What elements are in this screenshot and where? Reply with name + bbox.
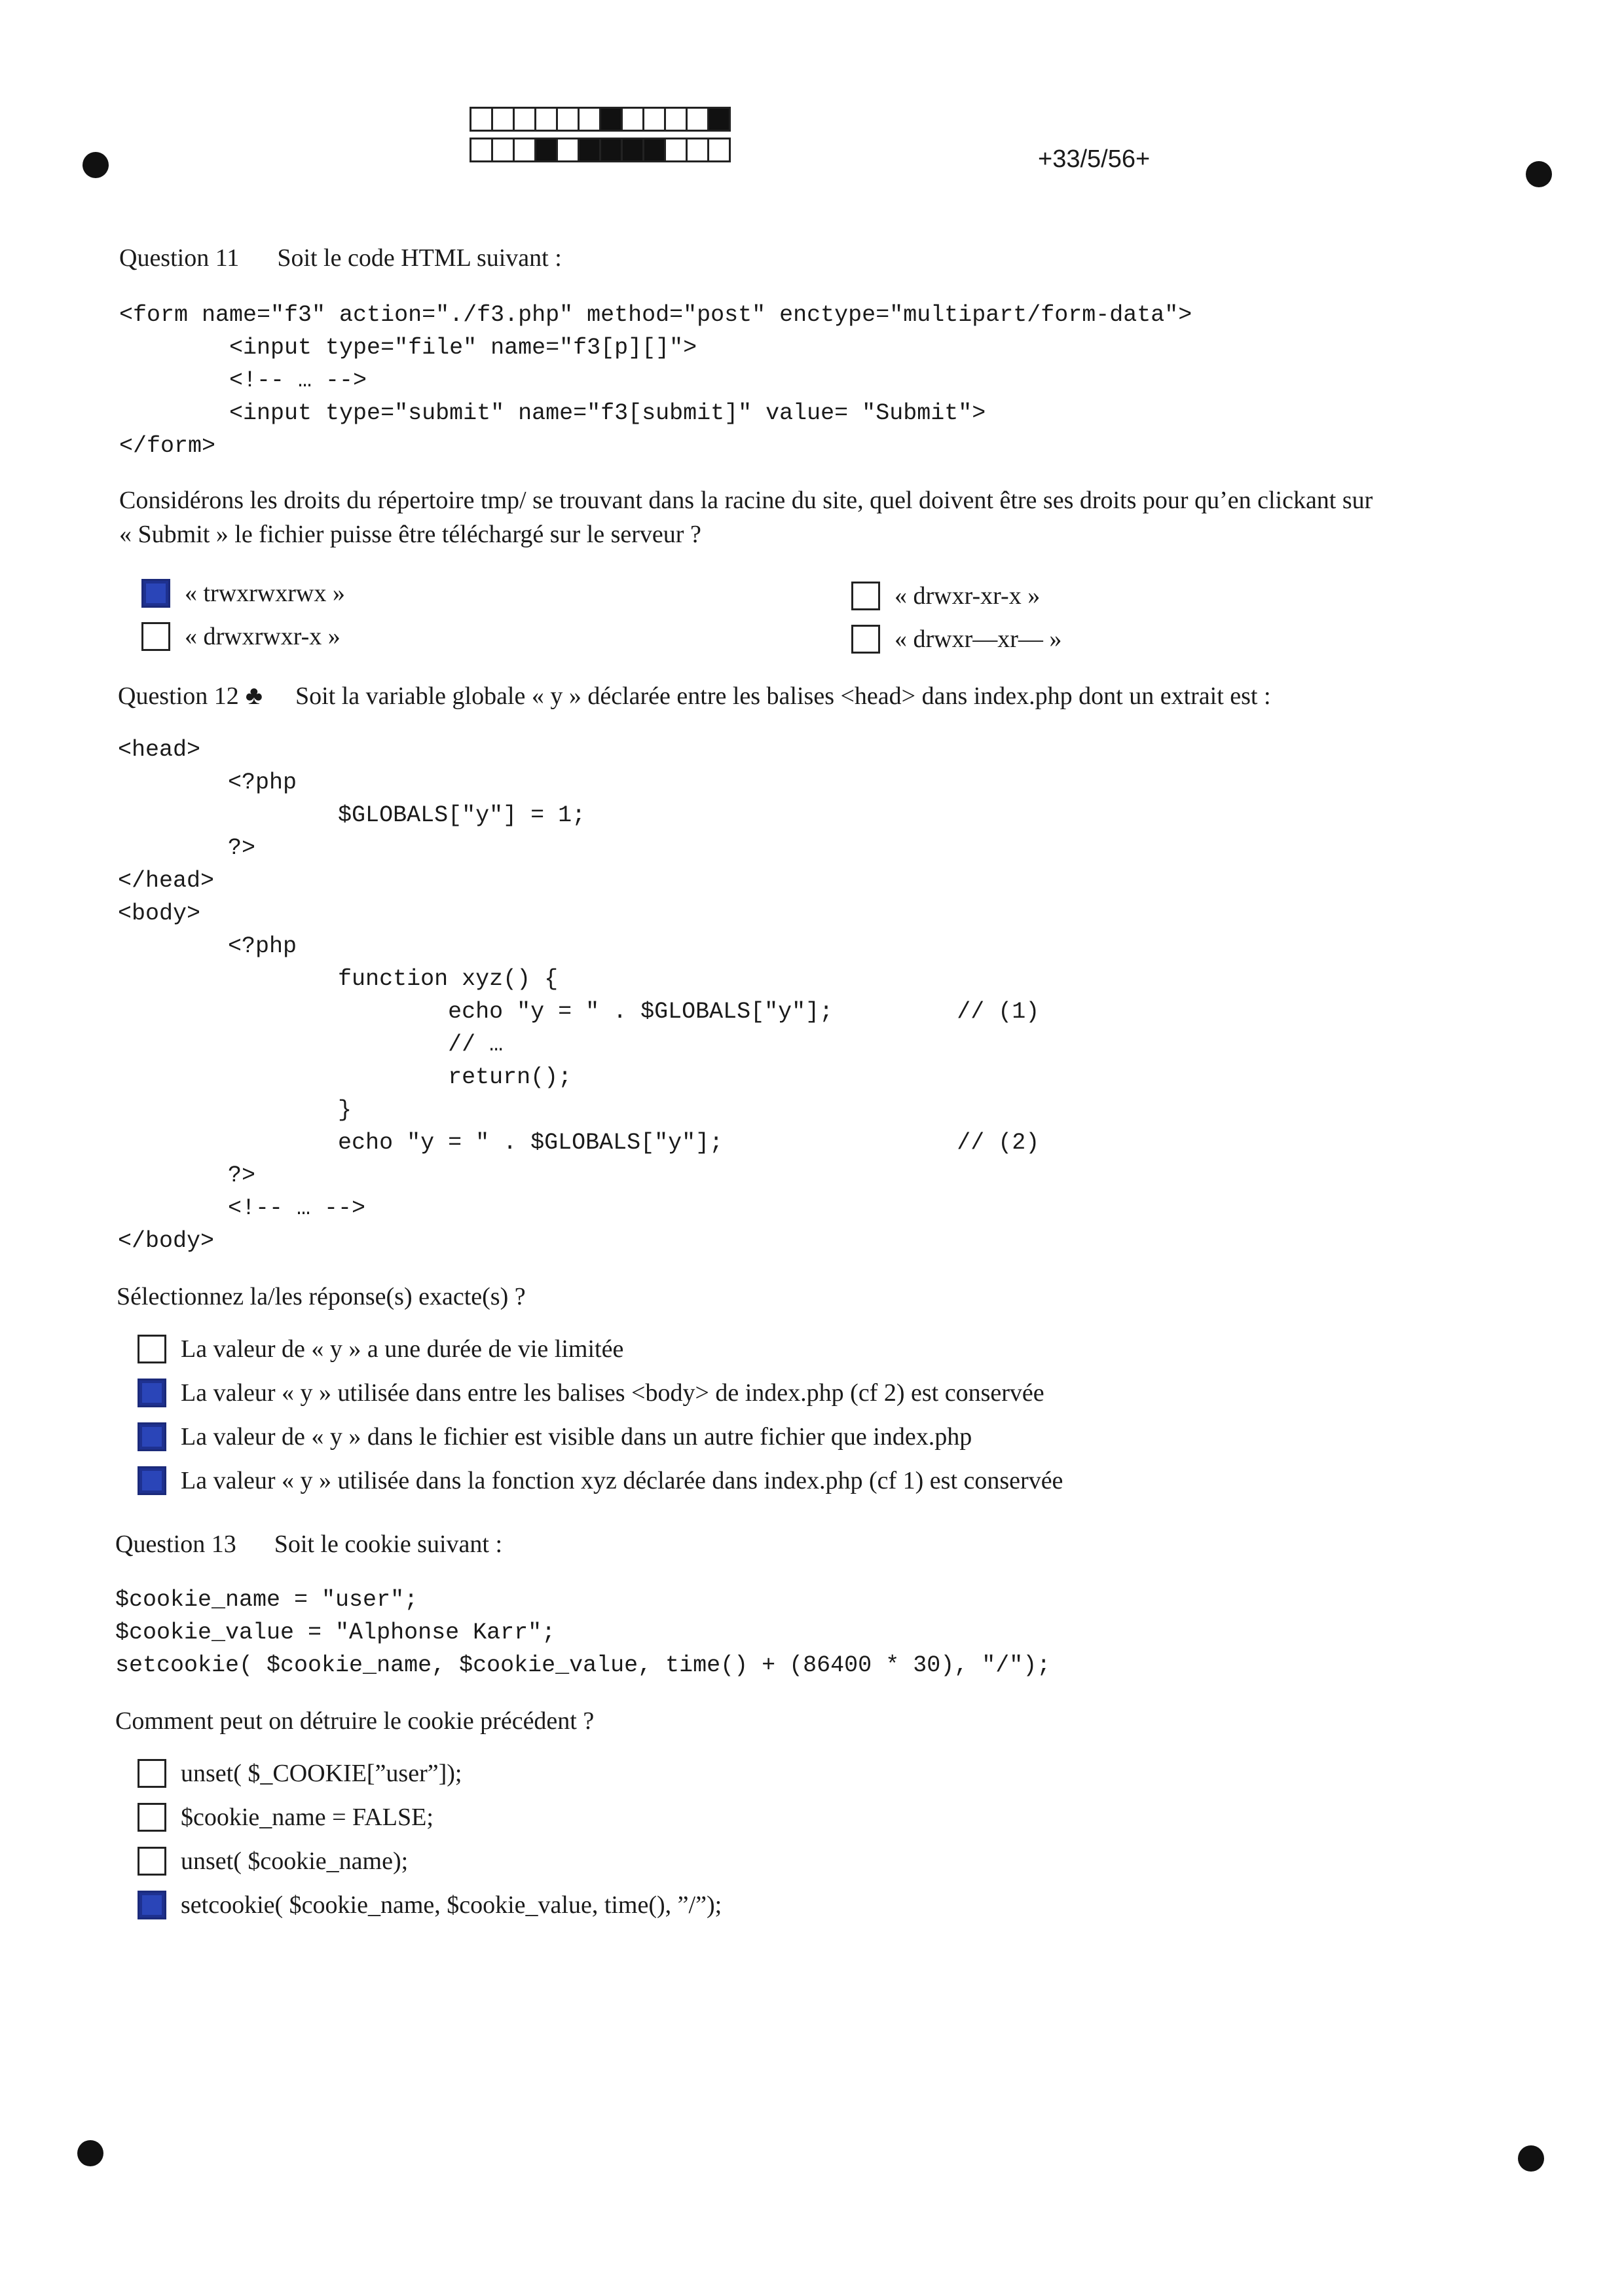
code-line: <body> [118, 900, 201, 927]
q13-option-a[interactable] [138, 1759, 462, 1788]
id-cell [534, 138, 558, 162]
q11-option-a[interactable] [141, 579, 345, 608]
club-icon: ♣ [245, 680, 263, 710]
id-cell [491, 107, 515, 132]
id-cell [513, 107, 536, 132]
id-cell [599, 138, 623, 162]
code-line: $GLOBALS["y"] = 1; [118, 802, 586, 828]
id-cell [470, 138, 493, 162]
option-label: La valeur « y » utilisée dans entre les balises <body> de index.php (cf 2) est conservée [181, 1379, 1044, 1407]
code-line: echo "y = " . $GLOBALS["y"]; // (2) [118, 1130, 1040, 1156]
id-cell [642, 107, 666, 132]
q13-option-b[interactable] [138, 1803, 434, 1832]
q12-option-a[interactable] [138, 1335, 623, 1363]
option-label: « drwxr-xr-x » [895, 582, 1041, 610]
checkbox[interactable] [138, 1847, 166, 1876]
checkbox[interactable] [141, 579, 170, 608]
id-cell [621, 138, 644, 162]
code-line: ?> [118, 835, 256, 861]
student-id-row-2 [471, 138, 731, 162]
question-11-code [119, 299, 1192, 462]
checkbox[interactable] [138, 1759, 166, 1788]
question-text: Soit le code HTML suivant : [277, 244, 562, 272]
option-label: La valeur de « y » a une durée de vie limitée [181, 1335, 624, 1363]
checkbox[interactable] [138, 1803, 166, 1832]
id-cell [707, 107, 731, 132]
checkbox[interactable] [138, 1466, 166, 1495]
id-cell [556, 138, 580, 162]
question-label: Question 11 [119, 244, 240, 272]
question-13-prompt: Comment peut on détruire le cookie précédent ? [115, 1707, 595, 1735]
q13-option-d[interactable] [138, 1891, 722, 1919]
id-cell [578, 107, 601, 132]
id-cell [534, 107, 558, 132]
question-12-header [118, 680, 1271, 711]
code-line: $cookie_name = "user"; [115, 1587, 418, 1613]
code-line: <?php [118, 769, 297, 796]
code-line: <input type="submit" name="f3[submit]" value= "Submit"> [119, 400, 986, 426]
option-label: setcookie( $cookie_name, $cookie_value, time(), ”/”); [181, 1891, 722, 1919]
prompt-line: « Submit » le fichier puisse être téléchargé sur le serveur ? [119, 521, 701, 548]
question-11-prompt [119, 483, 1373, 551]
q12-option-c[interactable] [138, 1422, 972, 1451]
option-label: unset( $cookie_name); [181, 1847, 409, 1875]
page-code: +33/5/56+ [1038, 145, 1151, 173]
option-label: unset( $_COOKIE[”user”]); [181, 1760, 462, 1787]
question-label: Question 12 [118, 682, 239, 710]
option-label: $cookie_name = FALSE; [181, 1804, 434, 1831]
code-line: // … [118, 1031, 504, 1058]
q11-option-d[interactable] [851, 625, 1061, 654]
code-line: </form> [119, 433, 216, 459]
student-id-row-1 [471, 107, 731, 132]
question-text: Soit le cookie suivant : [274, 1530, 503, 1558]
checkbox[interactable] [138, 1335, 166, 1363]
code-line: echo "y = " . $GLOBALS["y"]; // (1) [118, 999, 1040, 1025]
question-12-prompt: Sélectionnez la/les réponse(s) exacte(s) ? [117, 1283, 526, 1310]
code-line: <form name="f3" action="./f3.php" method="post" enctype="multipart/form-data"> [119, 302, 1192, 328]
question-text: Soit la variable globale « y » déclarée entre les balises <head> dans index.php dont un extrait est : [295, 682, 1271, 710]
id-cell [686, 107, 709, 132]
q11-option-c[interactable] [141, 622, 341, 651]
option-label: La valeur de « y » dans le fichier est visible dans un autre fichier que index.php [181, 1423, 972, 1451]
registration-mark-bottom-left [77, 2140, 103, 2166]
id-cell [642, 138, 666, 162]
code-line: ?> [118, 1162, 256, 1189]
registration-mark-bottom-right [1518, 2145, 1544, 2172]
question-label: Question 13 [115, 1530, 236, 1558]
prompt-line: Considérons les droits du répertoire tmp/ se trouvant dans la racine du site, quel doivent être ses droits pour qu’en clickant sur [119, 487, 1373, 514]
id-cell [707, 138, 731, 162]
code-line: return(); [118, 1064, 572, 1090]
id-cell [491, 138, 515, 162]
question-11-header [119, 244, 562, 272]
code-line: <head> [118, 737, 201, 763]
q12-option-d[interactable] [138, 1466, 1063, 1495]
question-13-code [115, 1583, 1050, 1682]
question-12-code [118, 733, 1039, 1257]
question-13-header [115, 1530, 502, 1559]
code-line: <!-- … --> [119, 367, 367, 394]
code-line: function xyz() { [118, 966, 559, 992]
id-cell [470, 107, 493, 132]
checkbox[interactable] [141, 622, 170, 651]
option-label: « drwxr—xr— » [895, 625, 1062, 653]
id-cell [578, 138, 601, 162]
id-cell [686, 138, 709, 162]
code-line: <input type="file" name="f3[p][]"> [119, 335, 697, 361]
checkbox[interactable] [851, 582, 880, 610]
id-cell [621, 107, 644, 132]
code-line: $cookie_value = "Alphonse Karr"; [115, 1620, 556, 1646]
q11-option-b[interactable] [851, 582, 1040, 610]
code-line: setcookie( $cookie_name, $cookie_value, time() + (86400 * 30), "/"); [115, 1652, 1051, 1678]
code-line: <!-- … --> [118, 1195, 366, 1221]
code-line: <?php [118, 933, 297, 959]
id-cell [599, 107, 623, 132]
code-line: } [118, 1097, 352, 1123]
checkbox[interactable] [851, 625, 880, 654]
code-line: </body> [118, 1228, 215, 1254]
q13-option-c[interactable] [138, 1847, 408, 1876]
checkbox[interactable] [138, 1422, 166, 1451]
registration-mark-top-left [83, 152, 109, 178]
code-line: </head> [118, 868, 215, 894]
option-label: La valeur « y » utilisée dans la fonction xyz déclarée dans index.php (cf 1) est conservée [181, 1467, 1063, 1494]
option-label: « trwxrwxrwx » [185, 580, 345, 607]
option-label: « drwxrwxr-x » [185, 623, 341, 650]
id-cell [513, 138, 536, 162]
id-cell [556, 107, 580, 132]
id-cell [664, 107, 688, 132]
id-cell [664, 138, 688, 162]
q12-option-b[interactable] [138, 1379, 1044, 1407]
registration-mark-top-right [1526, 161, 1552, 187]
checkbox[interactable] [138, 1379, 166, 1407]
checkbox[interactable] [138, 1891, 166, 1919]
